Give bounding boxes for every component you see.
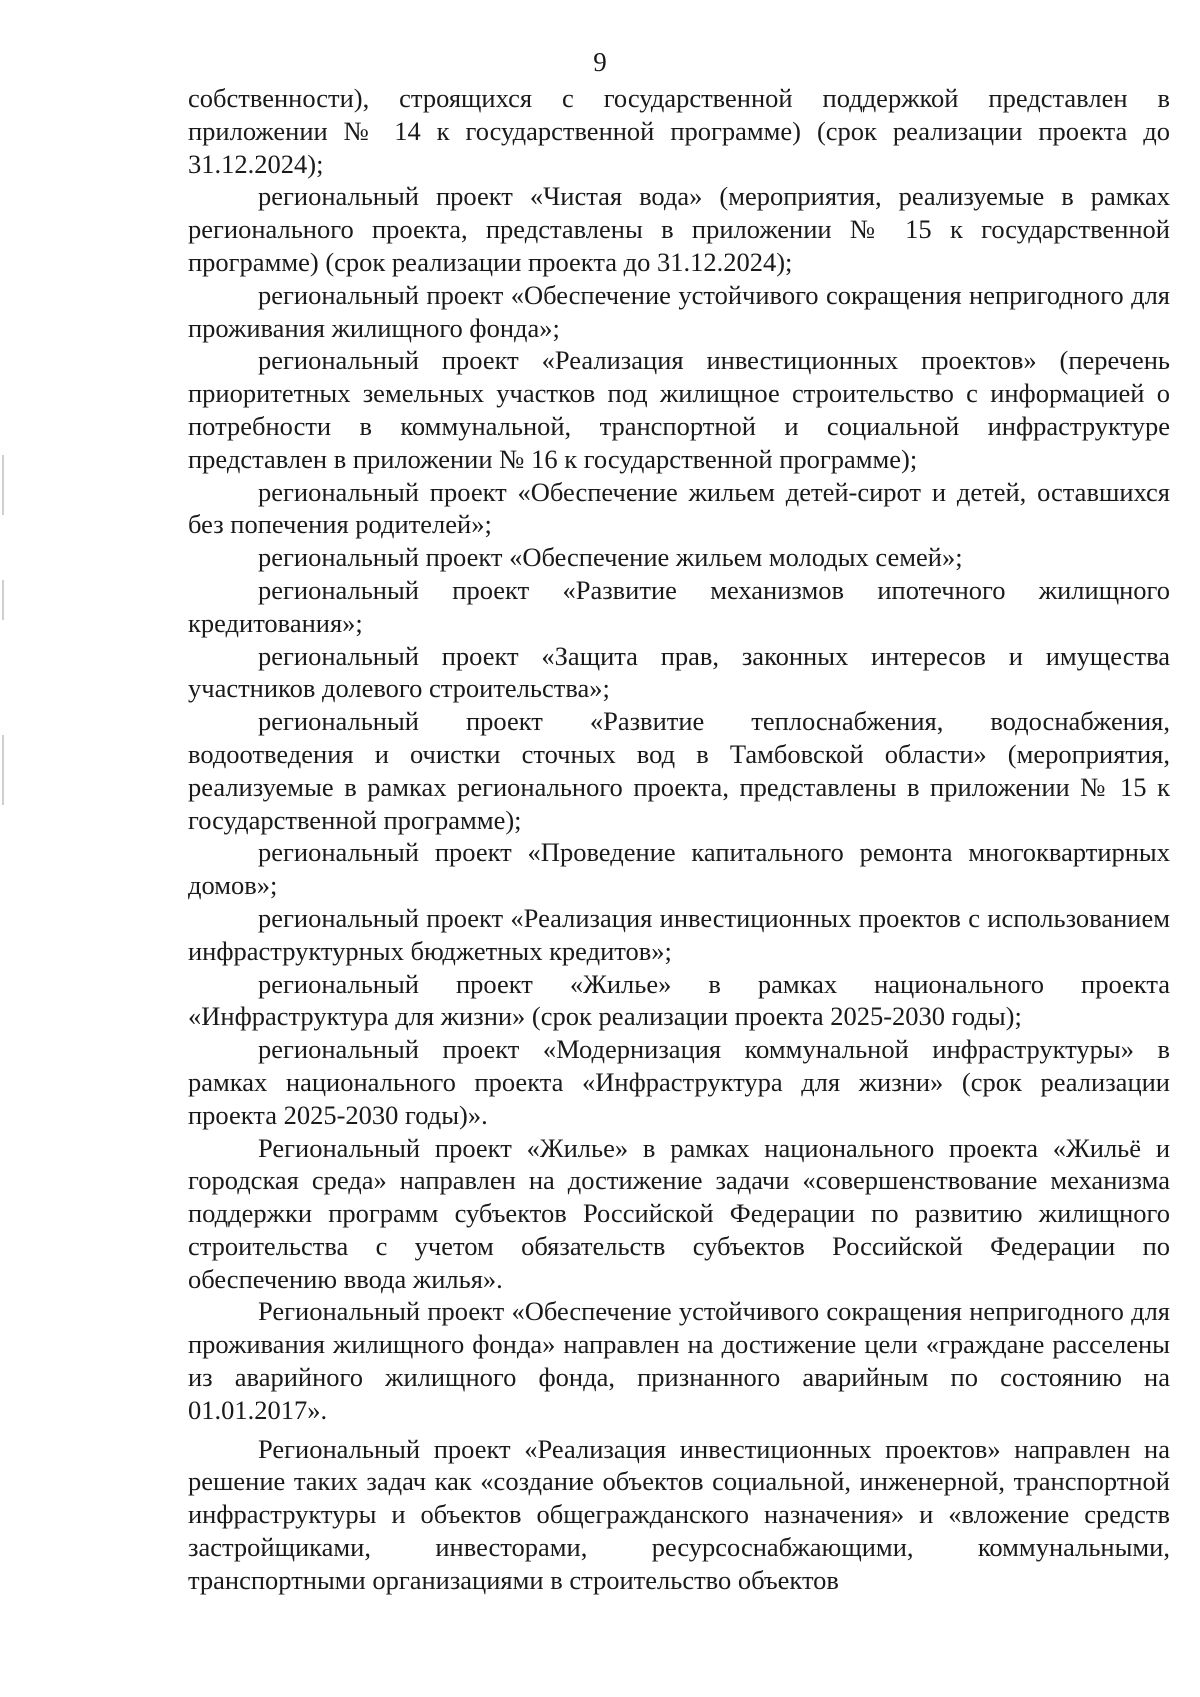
paragraph-housing-project: Региональный проект «Жилье» в рамках национального проекта «Жильё и городская среда» направлен на достижение задачи «совершенствование механизма поддержки программ субъектов Российской Федерации по развитию жилищного строительства с учетом обязательств субъектов Российской Федерации по обеспечению ввода жилья». [188, 1132, 1170, 1294]
list-item-orphan-housing: региональный проект «Обеспечение жильем детей-сирот и детей, оставшихся без попечения родителей»; [188, 476, 1170, 540]
list-item-capital-repair: региональный проект «Проведение капитального ремонта многоквартирных домов»; [188, 837, 1170, 901]
list-item-infrastructure-credits: региональный проект «Реализация инвестиционных проектов с использованием инфраструктурных бюджетных кредитов»; [188, 902, 1170, 966]
list-item-unfit-housing: региональный проект «Обеспечение устойчивого сокращения непригодного для проживания жилищного фонда»; [188, 279, 1170, 343]
list-item-mortgage: региональный проект «Развитие механизмов ипотечного жилищного кредитования»; [188, 574, 1170, 638]
paragraph-investment-projects: Региональный проект «Реализация инвестиционных проектов» направлен на решение таких задач как «создание объектов социальной, инженерной, транспортной инфраструктуры и объектов общегражданского назначения» и «вложение средств застройщиками, инвесторами, ресурсоснабжающими, коммунальными, транспортными организациями в строительство объектов [188, 1433, 1170, 1595]
scan-edge-mark [2, 580, 4, 620]
list-item-utility-modernization: региональный проект «Модернизация коммунальной инфраструктуры» в рамках национального проекта «Инфраструктура для жизни» (срок реализации проекта 2025-2030 годы)». [188, 1034, 1170, 1130]
paragraph-unfit-housing-project: Региональный проект «Обеспечение устойчивого сокращения непригодного для проживания жилищного фонда» направлен на достижение цели «граждане расселены из аварийного жилищного фонда, признанного аварийным по состоянию на 01.01.2017». [188, 1296, 1170, 1425]
scan-edge-mark [2, 735, 4, 805]
list-item-heat-water-supply: региональный проект «Развитие теплоснабжения, водоснабжения, водоотведения и очистки сточных вод в Тамбовской области» (мероприятия, реализуемые в рамках регионального проекта, представлены в приложении № 15 к государственной программе); [188, 706, 1170, 835]
list-item-shared-construction: региональный проект «Защита прав, законных интересов и имущества участников долевого строительства»; [188, 640, 1170, 704]
list-item-housing: региональный проект «Жилье» в рамках национального проекта «Инфраструктура для жизни» (срок реализации проекта 2025-2030 годы); [188, 968, 1170, 1032]
page-number: 9 [593, 47, 607, 77]
paragraph-continuation: собственности), строящихся с государственной поддержкой представлен в приложении № 14 к государственной программе) (срок реализации проекта до 31.12.2024); [188, 83, 1170, 179]
list-item-young-families: региональный проект «Обеспечение жильем молодых семей»; [258, 542, 963, 573]
list-item-investment-projects: региональный проект «Реализация инвестиционных проектов» (перечень приоритетных земельных участков под жилищное строительство с информацией о потребности в коммунальной, транспортной и социальной инфраструктуре представлен в приложении № 16 к государственной программе); [188, 345, 1170, 474]
document-body [188, 82, 1170, 1597]
scan-edge-mark [2, 455, 4, 515]
list-item-clean-water: региональный проект «Чистая вода» (мероприятия, реализуемые в рамках регионального проекта, представлены в приложении № 15 к государственной программе) (срок реализации проекта до 31.12.2024); [188, 181, 1170, 277]
